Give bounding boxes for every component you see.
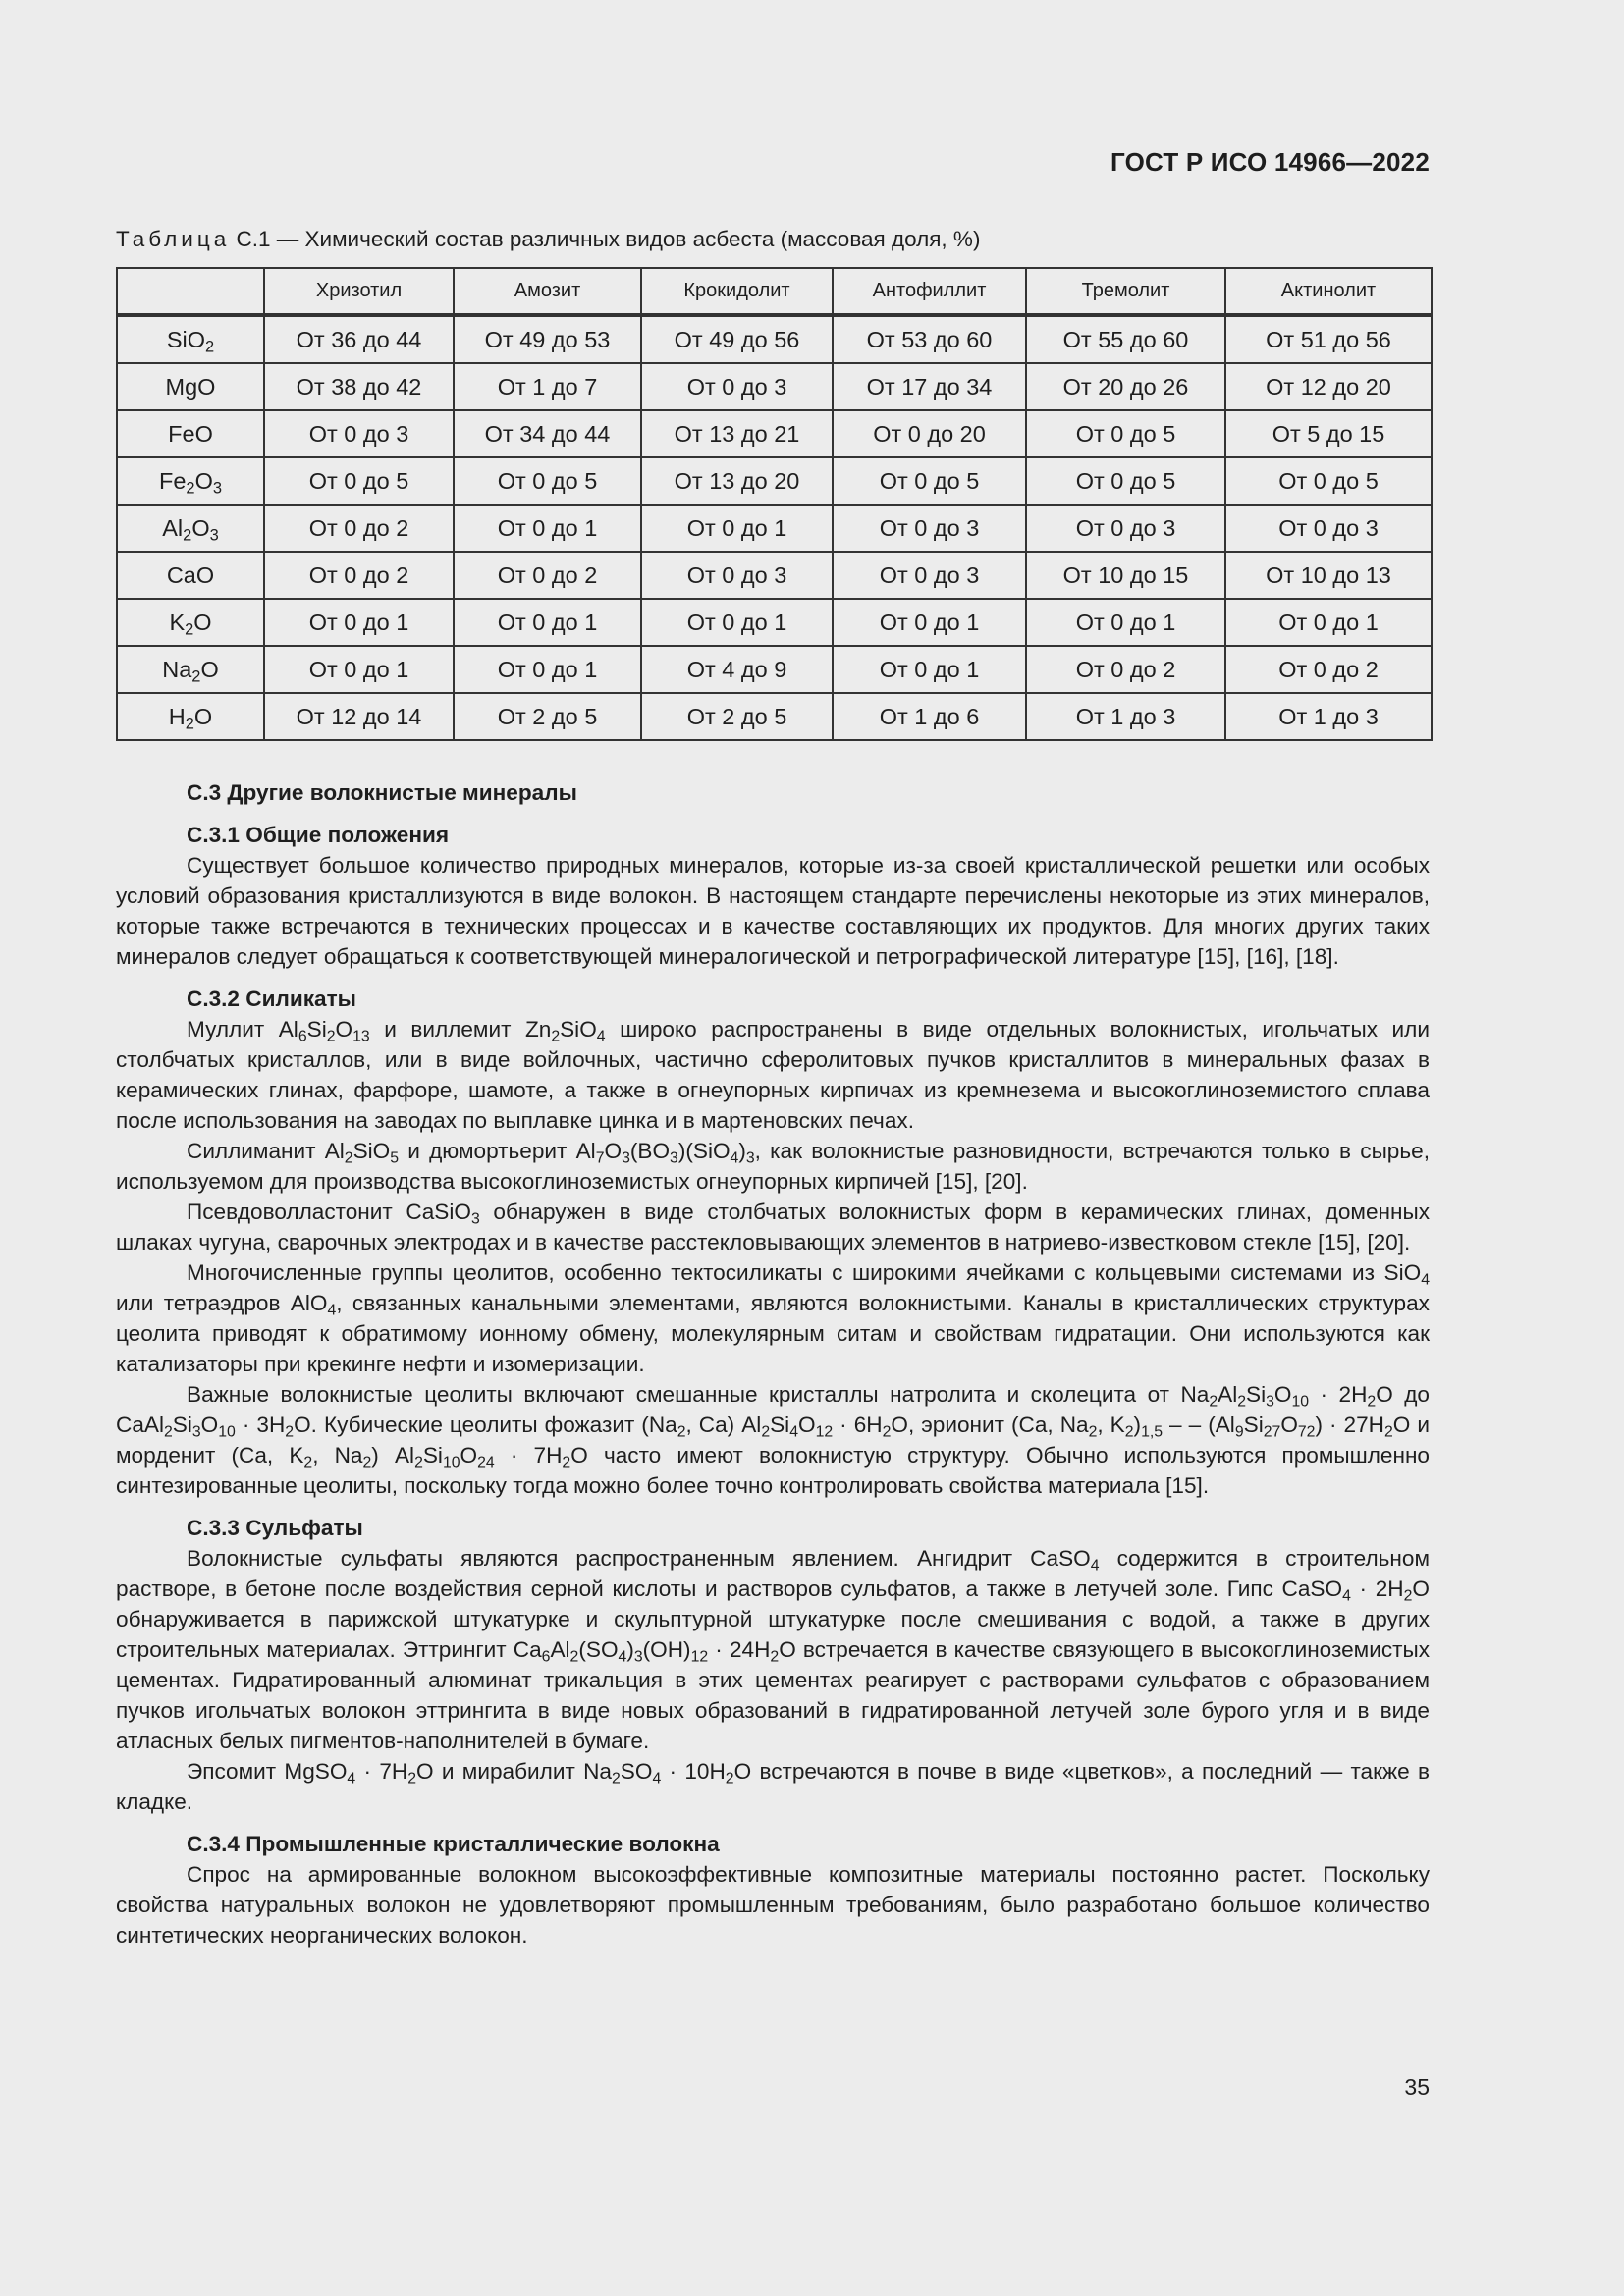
section-heading: С.3 Другие волокнистые минералы: [187, 780, 577, 805]
column-header: Хризотил: [264, 268, 454, 315]
value-cell: От 0 до 1: [454, 646, 641, 693]
table-row: [117, 646, 1432, 693]
value-cell: От 13 до 21: [641, 410, 833, 457]
value-cell: От 34 до 44: [454, 410, 641, 457]
value-cell: От 0 до 2: [264, 552, 454, 599]
column-header: Актинолит: [1225, 268, 1432, 315]
value-cell: От 1 до 3: [1026, 693, 1225, 740]
table-row: [117, 693, 1432, 740]
value-cell: От 0 до 3: [1026, 505, 1225, 552]
value-cell: От 0 до 1: [454, 505, 641, 552]
value-cell: От 0 до 5: [1026, 410, 1225, 457]
table-header: [117, 268, 1432, 315]
compound-cell: MgO: [117, 363, 264, 410]
subsection-heading: С.3.1 Общие положения: [187, 823, 450, 847]
table-row: [117, 457, 1432, 505]
table-row: [117, 505, 1432, 552]
value-cell: От 17 до 34: [833, 363, 1026, 410]
paragraph: Псевдоволластонит CaSiO$_3$ обнаружен в виде столбчатых волокнистых форм в керамических глинах, доменных шлаках чугуна, сварочных электродах и в качестве расстекловывающих элементов в натриево-известковом стекле [15], [20].: [116, 1200, 1431, 1255]
column-header: [117, 268, 264, 315]
value-cell: От 0 до 1: [1225, 599, 1432, 646]
value-cell: От 0 до 5: [454, 457, 641, 505]
value-cell: От 53 до 60: [833, 315, 1026, 363]
compound-cell: FeO: [117, 410, 264, 457]
asbestos-composition-table: [116, 267, 1433, 741]
value-cell: От 0 до 3: [641, 363, 833, 410]
value-cell: От 1 до 7: [454, 363, 641, 410]
value-cell: От 0 до 1: [1026, 599, 1225, 646]
value-cell: От 36 до 44: [264, 315, 454, 363]
value-cell: От 0 до 5: [833, 457, 1026, 505]
value-cell: От 13 до 20: [641, 457, 833, 505]
column-header: Крокидолит: [641, 268, 833, 315]
value-cell: От 12 до 20: [1225, 363, 1432, 410]
value-cell: От 0 до 1: [641, 505, 833, 552]
value-cell: От 2 до 5: [641, 693, 833, 740]
compound-cell: $Na_2O$: [117, 646, 264, 693]
compound-cell: $H_2O$: [117, 693, 264, 740]
compound-cell: CaO: [117, 552, 264, 599]
table-caption-word: Таблица: [116, 227, 231, 251]
table-caption-text: С.1 — Химический состав различных видов асбеста (массовая доля, %): [236, 227, 981, 251]
value-cell: От 0 до 1: [264, 646, 454, 693]
paragraph: Существует большое количество природных минералов, которые из-за своей кристаллической решетки или особых условий образования кристаллизуются в виде волокон. В настоящем стандарте перечислены некоторые из этих минералов, которые также встречаются в технических процессах и в качестве составляющих их продуктов. Для многих других таких минералов следует обращаться к соответствующей минералогической и петрографической литературе [15], [16], [18].: [116, 853, 1430, 969]
value-cell: От 0 до 1: [833, 599, 1026, 646]
value-cell: От 0 до 20: [833, 410, 1026, 457]
table-row: [117, 552, 1432, 599]
value-cell: От 1 до 3: [1225, 693, 1432, 740]
subsection-heading: С.3.2 Силикаты: [187, 987, 356, 1011]
table-body: [117, 315, 1432, 740]
subsection-heading: С.3.4 Промышленные кристаллические волокна: [187, 1832, 720, 1856]
value-cell: От 0 до 2: [454, 552, 641, 599]
column-header: Тремолит: [1026, 268, 1225, 315]
value-cell: От 20 до 26: [1026, 363, 1225, 410]
paragraph: Многочисленные группы цеолитов, особенно тектосиликаты с широкими ячейками с кольцевыми системами из SiO$_4$ или тетраэдров AlO$_4$, связанных канальными элементами, являются волокнистыми. Каналы в кристаллических структурах цеолита приводят к обратимому ионному обмену, молекулярным ситам и свойствам гидратации. Они используются как катализаторы при крекинге нефти и изомеризации.: [116, 1260, 1430, 1376]
value-cell: От 51 до 56: [1225, 315, 1432, 363]
table-row: [117, 599, 1432, 646]
subsection-heading: С.3.3 Сульфаты: [187, 1516, 363, 1540]
value-cell: От 49 до 53: [454, 315, 641, 363]
standard-header: ГОСТ Р ИСО 14966—2022: [1110, 147, 1430, 177]
paragraph: Волокнистые сульфаты являются распространенным явлением. Ангидрит CaSO$_4$ содержится в строительном растворе, в бетоне после воздействия серной кислоты и растворов сульфатов, а также в летучей золе. Гипс CaSO$_4$ · $2H_2O$ обнаруживается в парижской штукатурке и скульптурной штукатурке после смешивания с водой, а также в других строительных материалах. Эттрингит $Ca_6Al_2(SO_4)_3(OH)_{12} \cdot 24H_2O$ встречается в качестве связующего в высокоглиноземистых цементах. Гидратированный алюминат трикальция в этих цементах реагирует с растворами сульфатов с образованием пучков игольчатых волокон эттрингита в виде новых образований в гидратированной летучей золе бурого угля и в виде атласных белых пигментов-наполнителей в бумаге.: [116, 1546, 1430, 1753]
value-cell: От 0 до 1: [641, 599, 833, 646]
compound-cell: $K_2O$: [117, 599, 264, 646]
value-cell: От 0 до 3: [1225, 505, 1432, 552]
value-cell: От 49 до 56: [641, 315, 833, 363]
value-cell: От 12 до 14: [264, 693, 454, 740]
table-row: [117, 410, 1432, 457]
compound-cell: $Al_2O_3$: [117, 505, 264, 552]
page-number: 35: [1404, 2074, 1430, 2100]
value-cell: От 0 до 3: [264, 410, 454, 457]
compound-cell: SiO$_2$: [117, 315, 264, 363]
value-cell: От 1 до 6: [833, 693, 1026, 740]
paragraph: Спрос на армированные волокном высокоэффективные композитные материалы постоянно растет. Поскольку свойства натуральных волокон не удовлетворяют промышленным требованиям, было разработано большое количество синтетических неорганических волокон.: [116, 1862, 1430, 1948]
value-cell: От 0 до 5: [264, 457, 454, 505]
column-header: Амозит: [454, 268, 641, 315]
value-cell: От 0 до 1: [833, 646, 1026, 693]
column-header: Антофиллит: [833, 268, 1026, 315]
value-cell: От 0 до 3: [833, 552, 1026, 599]
table-row: [117, 315, 1432, 363]
paragraph: Эпсомит MgSO$_4$ · $7H_2O$ и мирабилит $Na_2SO_4 \cdot 10H_2O$ встречаются в почве в виде «цветков», а последний — также в кладке.: [116, 1759, 1430, 1814]
value-cell: От 0 до 5: [1225, 457, 1432, 505]
value-cell: От 4 до 9: [641, 646, 833, 693]
value-cell: От 0 до 1: [264, 599, 454, 646]
table-caption: [116, 227, 1430, 252]
compound-cell: $Fe_2O_3$: [117, 457, 264, 505]
value-cell: От 2 до 5: [454, 693, 641, 740]
value-cell: От 0 до 3: [641, 552, 833, 599]
main-text: [116, 777, 1430, 1950]
paragraph: Муллит $Al_6Si_2O_{13}$ и виллемит $Zn_2SiO_4$ широко распространены в виде отдельных волокнистых, игольчатых или столбчатых кристаллов, или в виде войлочных, частично сферолитовых пучков кристаллитов в минеральных фазах в керамических глинах, фарфоре, шамоте, а также в огнеупорных кирпичах из кремнезема и высокоглиноземистого сплава после использования на заводах по выплавке цинка и в мартеновских печах.: [116, 1017, 1430, 1133]
value-cell: От 0 до 5: [1026, 457, 1225, 505]
value-cell: От 55 до 60: [1026, 315, 1225, 363]
table-row: [117, 363, 1432, 410]
value-cell: От 5 до 15: [1225, 410, 1432, 457]
value-cell: От 0 до 2: [1225, 646, 1432, 693]
value-cell: От 38 до 42: [264, 363, 454, 410]
value-cell: От 10 до 13: [1225, 552, 1432, 599]
value-cell: От 10 до 15: [1026, 552, 1225, 599]
value-cell: От 0 до 2: [264, 505, 454, 552]
value-cell: От 0 до 1: [454, 599, 641, 646]
paragraph: Важные волокнистые цеолиты включают смешанные кристаллы натролита и сколецита от $Na_2Al_2Si_3O_{10} \cdot 2H_2O$ до $CaAl_2Si_3O_{10} \cdot 3H_2O$. Кубические цеолиты фожазит ($Na_2$, Ca) $Al_2Si_4O_{12} \cdot 6H_2O$, эрионит (Ca, $Na_2$, $K_2)_{1,5}$ – – $(Al_9Si_{27}O_{72}) \cdot 27H_2O$ и морденит (Ca, $K_2$, $Na_2$) $Al_2Si_{10}O_{24} \cdot 7H_2O$ часто имеют волокнистую структуру. Обычно используются промышленно синтезированные цеолиты, поскольку тогда можно более точно контролировать свойства материала [15].: [116, 1382, 1431, 1498]
value-cell: От 0 до 2: [1026, 646, 1225, 693]
value-cell: От 0 до 3: [833, 505, 1026, 552]
paragraph: Силлиманит $Al_2SiO_5$ и дюмортьерит $Al_7O_3(BO_3)(SiO_4)_3$, как волокнистые разновидности, встречаются только в сырье, используемом для производства высокоглиноземистых огнеупорных кирпичей [15], [20].: [116, 1139, 1430, 1194]
